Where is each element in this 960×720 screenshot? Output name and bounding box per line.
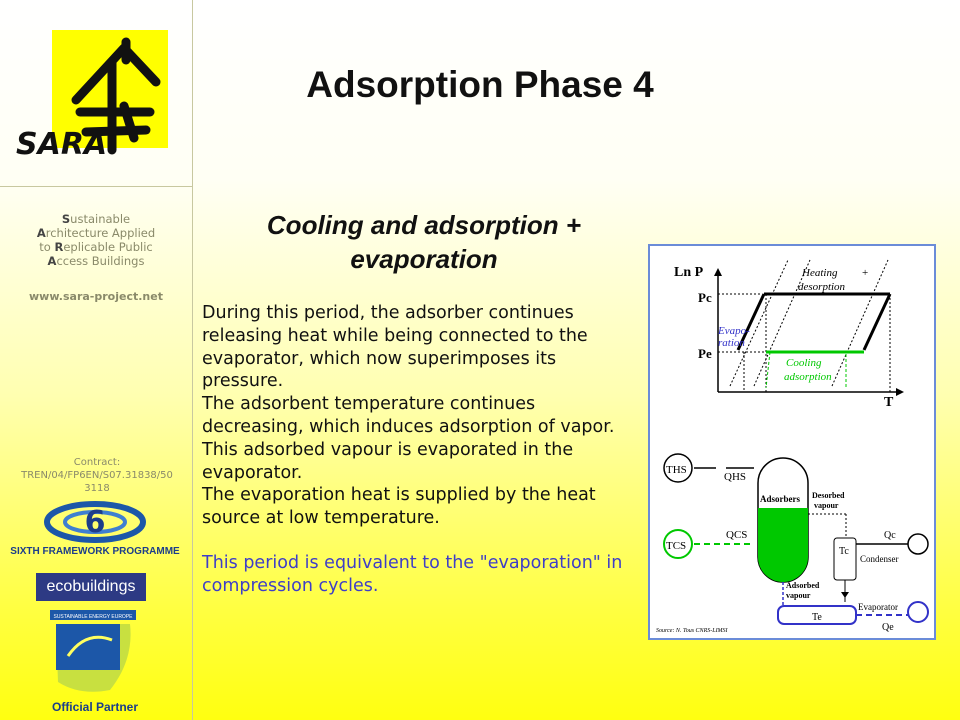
qe-label: Qe [882,622,894,633]
evaporation-label-1: Evapo- [718,325,750,337]
slide-title: Adsorption Phase 4 [306,64,654,105]
tcs-label: TCS [666,540,687,552]
paragraph: The adsorbent temperature continues decreasing, which induces adsorption of vapor. This adsorbed vapour is evaporated in the evaporator. [202,394,615,483]
slide-subtitle: Cooling and adsorption + evaporation [266,210,582,274]
ths-label: THS [666,464,687,476]
t-axis-label: T [884,395,894,410]
sidebar-divider [192,0,193,720]
plus-label: + [862,267,869,279]
desorption-label: desorption [798,281,846,293]
te-label: Te [812,612,822,623]
qc-label: Qc [884,530,896,541]
evaporation-label-2: ration [718,337,745,349]
evaporator-label: Evaporator [858,602,898,612]
cooling-label-2: adsorption [784,371,832,383]
sara-logo [14,30,174,160]
project-url[interactable]: www.sara-project.net [29,290,163,303]
sustainable-energy-text: SUSTAINABLE ENERGY EUROPE [53,614,133,620]
highlight-paragraph: This period is equivalent to the "evaporation" in compression cycles. [202,552,623,596]
contract-number: Contract: TREN/04/FP6EN/S07.31838/50 3118 [21,457,173,494]
sixth-framework-text: SIXTH FRAMEWORK PROGRAMME [10,546,180,557]
tc-label: Tc [839,546,849,557]
qhs-label: QHS [724,471,747,483]
adsorbers-label: Adsorbers [760,494,800,504]
source-label: Source: N. Tous CNRS-LIMSI [656,628,728,634]
qcs-label: QCS [726,529,748,541]
logo-divider [0,186,192,187]
adsorbed-label-2: vapour [786,591,811,600]
desorbed-label-2: vapour [814,501,839,510]
sixth-framework-logo [10,500,180,568]
ln-p-label: Ln P [674,265,704,280]
condenser-label: Condenser [860,554,899,564]
paragraph: The evaporation heat is supplied by the heat source at low temperature. [202,485,596,529]
ecobuildings-logo: ecobuildings [36,573,146,601]
sustainable-energy-logo [50,610,136,696]
paragraph: During this period, the adsorber continues releasing heat while being connected to the evaporator, which now superimposes its pressure. [202,303,588,392]
svg-text:6: 6 [84,505,106,540]
sara-logo-text: SARA [16,127,108,162]
official-partner-label: Official Partner [51,700,139,714]
project-name: Sustainable Architecture Applied to Replicable Public Access Buildings [36,212,156,268]
cooling-label-1: Cooling [786,357,822,369]
heating-label: Heating [802,267,838,279]
adsorbed-label-1: Adsorbed [786,581,820,590]
pc-label: Pc [698,290,712,305]
desorbed-label-1: Desorbed [812,491,845,500]
adsorption-cycle-diagram [648,244,936,640]
body-text [202,302,632,598]
pe-label: Pe [698,346,712,361]
